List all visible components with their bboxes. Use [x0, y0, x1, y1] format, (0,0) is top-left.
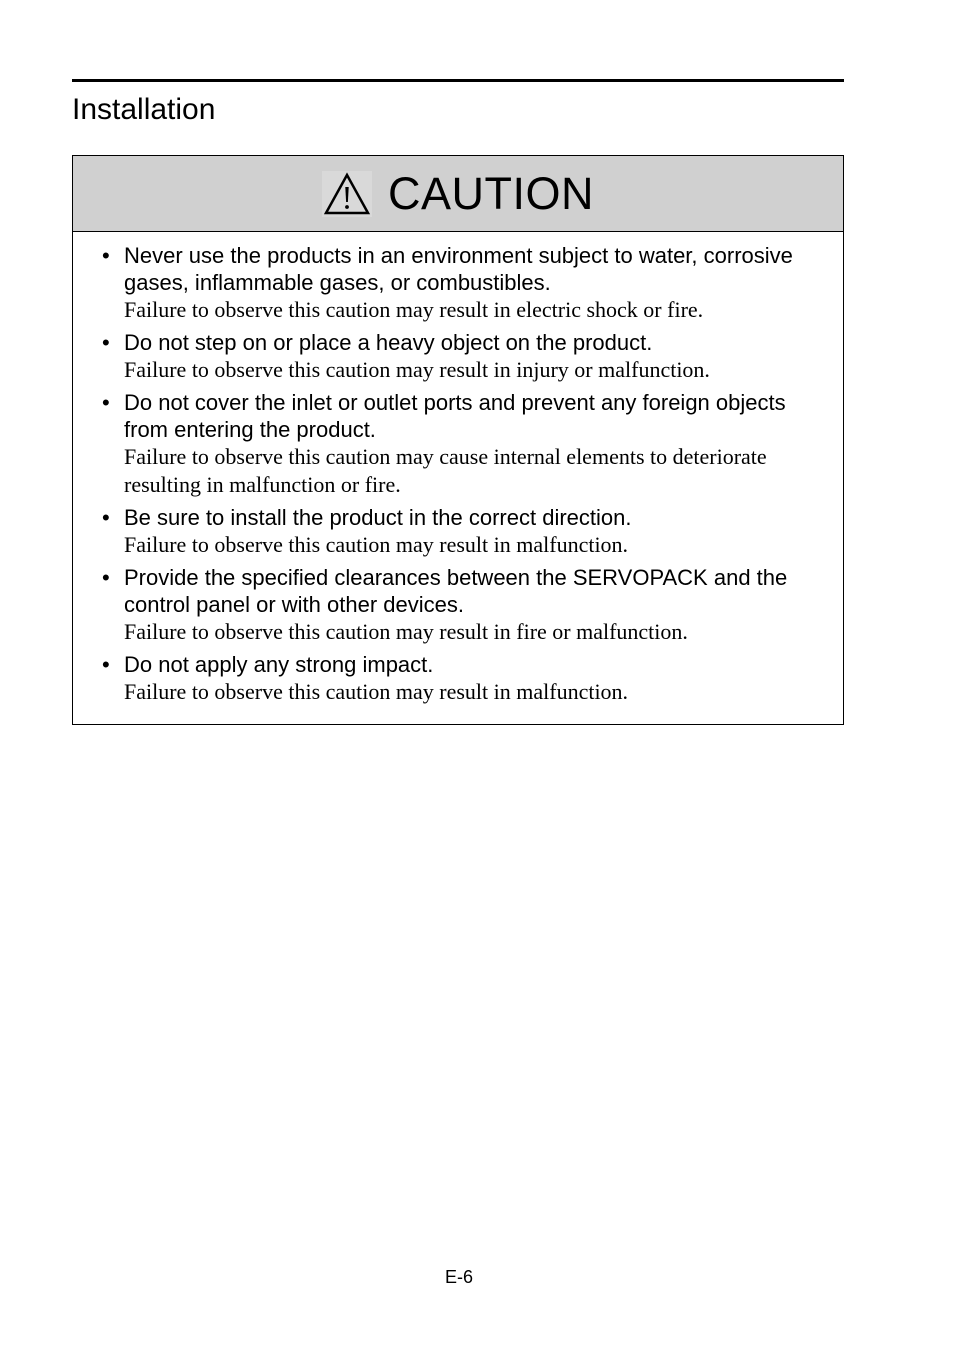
caution-consequence: Failure to observe this caution may result in malfunction.: [124, 532, 629, 557]
caution-consequence: Failure to observe this caution may result in fire or malfunction.: [124, 619, 688, 644]
caution-item: [73, 389, 843, 499]
top-rule: [72, 79, 844, 82]
caution-item: [73, 504, 843, 559]
caution-item: [73, 564, 843, 646]
caution-consequence: Failure to observe this caution may result in injury or malfunction.: [124, 357, 710, 382]
warning-triangle-icon: [322, 171, 372, 217]
caution-header: [73, 156, 843, 232]
section-title: Installation: [72, 93, 216, 126]
caution-list: [73, 232, 843, 706]
page-number: E-6: [444, 1267, 473, 1287]
bullet: •: [102, 565, 110, 590]
caution-instruction: Provide the specified clearances between the SERVOPACK and the control panel or with other devices.: [124, 565, 788, 617]
caution-label: CAUTION: [388, 167, 594, 219]
caution-instruction: Do not cover the inlet or outlet ports and prevent any foreign objects from entering the product.: [124, 390, 786, 442]
bullet: •: [102, 243, 110, 268]
caution-instruction: Do not step on or place a heavy object on the product.: [124, 330, 653, 355]
caution-item: [73, 242, 843, 324]
bullet: •: [102, 652, 110, 677]
caution-instruction: Be sure to install the product in the correct direction.: [124, 505, 632, 530]
bullet: •: [102, 330, 110, 355]
caution-instruction: Never use the products in an environment subject to water, corrosive gases, inflammable gases, or combustibles.: [124, 243, 793, 295]
caution-box: [72, 155, 844, 725]
caution-consequence: Failure to observe this caution may result in electric shock or fire.: [124, 297, 704, 322]
caution-item: [73, 651, 843, 706]
caution-instruction: Do not apply any strong impact.: [124, 652, 434, 677]
bullet: •: [102, 390, 110, 415]
bullet: •: [102, 505, 110, 530]
caution-consequence: Failure to observe this caution may result in malfunction.: [124, 679, 629, 704]
caution-item: [73, 329, 843, 384]
caution-consequence: Failure to observe this caution may cause internal elements to deteriorate resulting in malfunction or fire.: [124, 444, 767, 497]
